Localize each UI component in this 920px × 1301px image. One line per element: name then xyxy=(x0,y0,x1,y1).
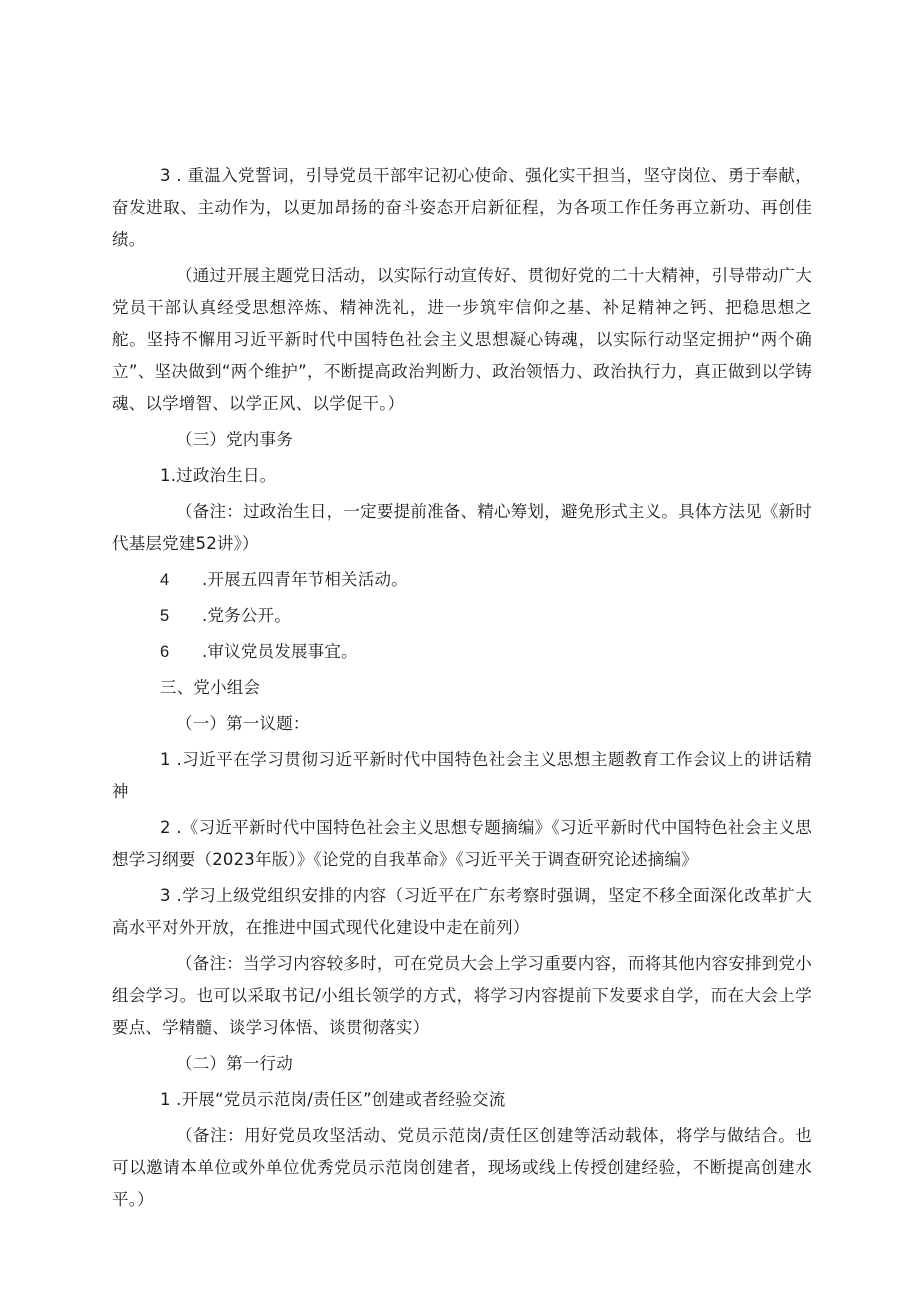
list-text: .审议党员发展事宜。 xyxy=(202,642,358,661)
heading-first-topic: （一）第一议题： xyxy=(176,714,310,733)
list-item-speech: 1 .习近平在学习贯彻习近平新时代中国特色社会主义思想主题教育工作会议上的讲话精神 xyxy=(112,750,812,801)
paragraph-study-note: （备注：当学习内容较多时，可在党员大会上学习重要内容，而将其他内容安排到党小组会学习。也可以采取书记/小组长领学的方式，将学习内容提前下发要求自学，而在大会上学要点、学精髓、谈学习体悟、谈贯彻落实） xyxy=(112,954,812,1037)
list-item-political-birthday: 1.过政治生日。 xyxy=(160,466,277,485)
heading-party-affairs: （三）党内事务 xyxy=(176,430,293,449)
list-number: 4 xyxy=(160,571,170,589)
list-item-superior-content: 3 .学习上级党组织安排的内容（习近平在广东考察时强调，坚定不移全面深化改革扩大高水平对外开放，在推进中国式现代化建设中走在前列） xyxy=(112,886,812,937)
list-item-member-development xyxy=(112,636,812,668)
list-item-disclosure xyxy=(112,600,812,632)
paragraph-purpose-note: （通过开展主题党日活动，以实际行动宣传好、贯彻好党的二十大精神，引导带动广大党员干部认真经受思想淬炼、精神洗礼，进一步筑牢信仰之基、补足精神之钙、把稳思想之舵。坚持不懈用习近平新时代中国特色社会主义思想凝心铸魂，以实际行动坚定拥护“两个确立”、坚决做到“两个维护”，不断提高政治判断力、政治领悟力、政治执行力，真正做到以学铸魂、以学增智、以学正风、以学促干。） xyxy=(112,266,812,413)
document-body xyxy=(112,160,812,1220)
heading-group-meeting: 三、党小组会 xyxy=(160,678,261,697)
paragraph-oath: 3 . 重温入党誓词，引导党员干部牢记初心使命、强化实干担当，坚守岗位、勇于奉献，奋发进取、主动作为，以更加昂扬的奋斗姿态开启新征程，为各项工作任务再立新功、再创佳绩。 xyxy=(112,166,812,249)
list-number: 6 xyxy=(160,643,170,661)
paragraph-birthday-note: （备注：过政治生日，一定要提前准备、精心筹划，避免形式主义。具体方法见《新时代基层党建52讲》） xyxy=(112,502,812,553)
list-number: 5 xyxy=(160,607,170,625)
list-item-model-post: 1 .开展“党员示范岗/责任区”创建或者经验交流 xyxy=(160,1090,506,1109)
heading-first-action: （二）第一行动 xyxy=(176,1054,293,1073)
list-item-books: 2 .《习近平新时代中国特色社会主义思想专题摘编》《习近平新时代中国特色社会主义思想学习纲要（2023年版）》《论党的自我革命》《习近平关于调查研究论述摘编》 xyxy=(112,818,812,869)
list-text: .开展五四青年节相关活动。 xyxy=(202,570,408,589)
list-text: .党务公开。 xyxy=(202,606,291,625)
paragraph-action-note: （备注：用好党员攻坚活动、党员示范岗/责任区创建等活动载体，将学与做结合。也可以邀请本单位或外单位优秀党员示范岗创建者，现场或线上传授创建经验，不断提高创建水平。） xyxy=(112,1126,812,1209)
list-item-youth-day xyxy=(112,564,812,596)
